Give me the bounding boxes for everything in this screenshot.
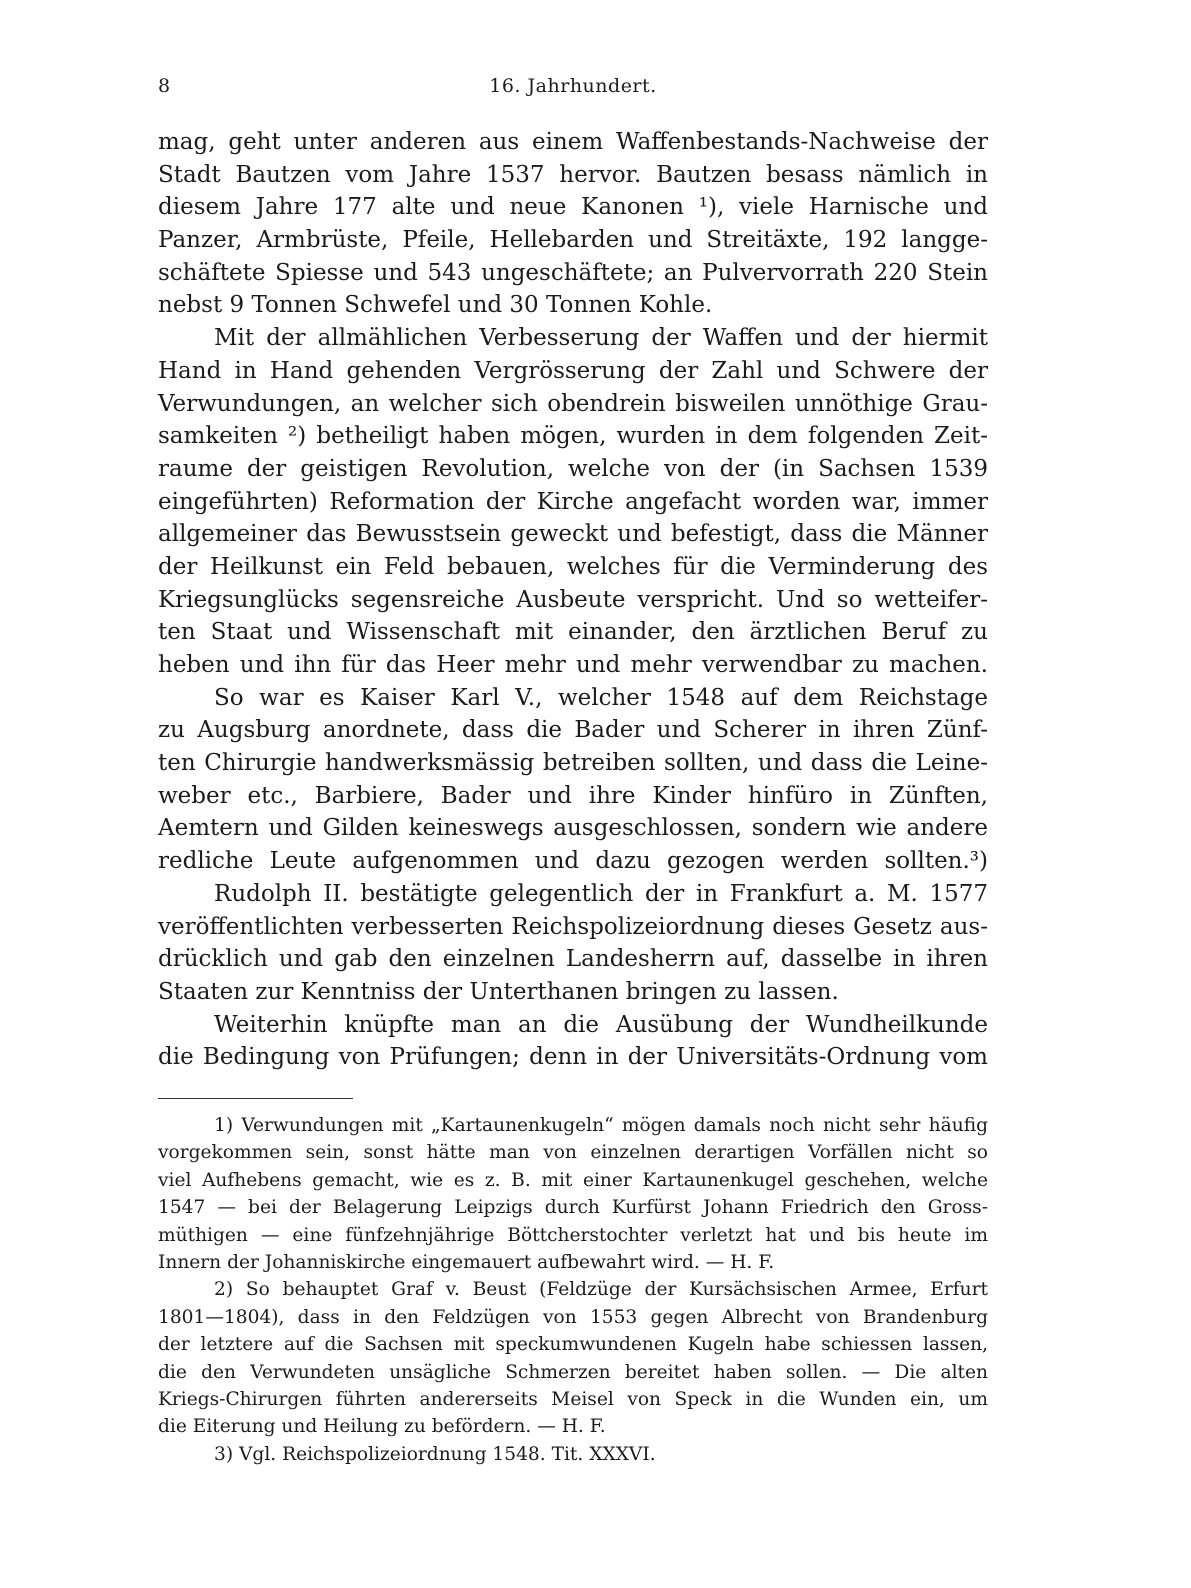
- footnote-line: 2) So behauptet Graf v. Beust (Feldzüge der Kursächsischen Armee, Erfurt: [214, 1279, 988, 1301]
- text-line: Kriegsunglücks segensreiche Ausbeute verspricht. Und so wetteifer-: [158, 586, 988, 613]
- text-line: allgemeiner das Bewusstsein geweckt und befestigt, dass die Männer: [158, 521, 988, 548]
- page-number: 8: [158, 75, 171, 97]
- page-header: [158, 70, 988, 102]
- main-text: [158, 126, 988, 1074]
- text-line: die Bedingung von Prüfungen; denn in der Universitäts-Ordnung vom: [158, 1044, 988, 1071]
- text-line: Mit der allmählichen Verbesserung der Waffen und der hiermit: [214, 325, 988, 352]
- text-line: redliche Leute aufgenommen und dazu gezogen werden sollten.³): [158, 848, 988, 875]
- text-line: Stadt Bautzen vom Jahre 1537 hervor. Bautzen besass nämlich in: [158, 161, 988, 188]
- footnote-divider: [158, 1098, 353, 1099]
- text-line: Hand in Hand gehenden Vergrösserung der Zahl und Schwere der: [158, 357, 988, 384]
- running-head: 16. Jahrhundert.: [489, 75, 657, 97]
- text-line: der Heilkunst ein Feld bebauen, welches für die Verminderung des: [158, 553, 988, 580]
- text-line: raume der geistigen Revolution, welche von der (in Sachsen 1539: [158, 455, 988, 482]
- text-line: Panzer, Armbrüste, Pfeile, Hellebarden und Streitäxte, 192 langge-: [158, 227, 988, 254]
- footnote-line: Kriegs-Chirurgen führten andererseits Meisel von Speck in die Wunden ein, um: [158, 1388, 988, 1410]
- text-line: Staaten zur Kenntniss der Unterthanen bringen zu lassen.: [158, 978, 839, 1005]
- text-line: diesem Jahre 177 alte und neue Kanonen ¹), viele Harnische und: [158, 194, 988, 221]
- footnotes: [158, 1112, 988, 1468]
- footnote-line: 1547 — bei der Belagerung Leipzigs durch Kurfürst Johann Friedrich den Gross-: [158, 1197, 988, 1219]
- text-line: nebst 9 Tonnen Schwefel und 30 Tonnen Kohle.: [158, 292, 713, 319]
- text-line: ten Chirurgie handwerksmässig betreiben sollten, und dass die Leine-: [158, 750, 988, 777]
- footnote-line: viel Aufhebens gemacht, wie es z. B. mit einer Kartaunenkugel geschehen, welche: [158, 1169, 988, 1191]
- text-line: Aemtern und Gilden keineswegs ausgeschlossen, sondern wie andere: [158, 815, 988, 842]
- text-line: veröffentlichten verbesserten Reichspolizeiordnung dieses Gesetz aus-: [158, 913, 988, 940]
- text-line: zu Augsburg anordnete, dass die Bader und Scherer in ihren Zünf-: [158, 717, 988, 744]
- text-line: drücklich und gab den einzelnen Landesherrn auf, dasselbe in ihren: [158, 946, 988, 973]
- footnote-line: vorgekommen sein, sonst hätte man von einzelnen derartigen Vorfällen nicht so: [158, 1142, 988, 1164]
- text-line: mag, geht unter anderen aus einem Waffenbestands-Nachweise der: [158, 129, 988, 155]
- footnote-line: Innern der Johanniskirche eingemauert aufbewahrt wird. — H. F.: [158, 1251, 775, 1273]
- text-line: schäftete Spiesse und 543 ungeschäftete; an Pulvervorrath 220 Stein: [158, 259, 988, 286]
- text-line: weber etc., Barbiere, Bader und ihre Kinder hinfüro in Zünften,: [158, 782, 988, 809]
- footnote-line: 1801—1804), dass in den Feldzügen von 1553 gegen Albrecht von Brandenburg: [158, 1306, 988, 1328]
- text-line: Rudolph II. bestätigte gelegentlich der in Frankfurt a. M. 1577: [214, 880, 988, 907]
- footnote-line: 1) Verwundungen mit „Kartaunenkugeln“ mögen damals noch nicht sehr häufig: [214, 1115, 988, 1136]
- text-line: So war es Kaiser Karl V., welcher 1548 auf dem Reichstage: [214, 684, 988, 711]
- text-line: Weiterhin knüpfte man an die Ausübung der Wundheilkunde: [214, 1011, 988, 1038]
- text-line: Verwundungen, an welcher sich obendrein bisweilen unnöthige Grau-: [158, 390, 988, 417]
- footnote-line: die den Verwundeten unsägliche Schmerzen bereitet haben sollen. — Die alten: [158, 1361, 988, 1383]
- text-line: ten Staat und Wissenschaft mit einander, den ärztlichen Beruf zu: [158, 619, 988, 646]
- footnote-line: die Eiterung und Heilung zu befördern. — H. F.: [158, 1416, 606, 1438]
- footnote-line: 3) Vgl. Reichspolizeiordnung 1548. Tit. XXXVI.: [214, 1443, 656, 1465]
- text-line: samkeiten ²) betheiligt haben mögen, wurden in dem folgenden Zeit-: [158, 423, 988, 450]
- footnote-line: der letztere auf die Sachsen mit speckumwundenen Kugeln habe schiessen lassen,: [158, 1334, 988, 1356]
- text-line: heben und ihn für das Heer mehr und mehr verwendbar zu machen.: [158, 652, 988, 678]
- text-line: eingeführten) Reformation der Kirche angefacht worden war, immer: [158, 488, 988, 515]
- footnote-line: müthigen — eine fünfzehnjährige Böttcherstochter verletzt hat und bis heute im: [158, 1224, 988, 1246]
